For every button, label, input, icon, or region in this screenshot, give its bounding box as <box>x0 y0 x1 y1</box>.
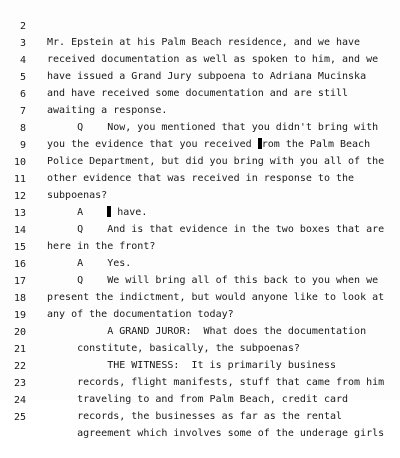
line-number: 6 <box>19 89 26 100</box>
line-text: records, the businesses as far as the rental <box>47 411 343 422</box>
line-text-after: rom the Palm Beach <box>261 139 371 150</box>
line-number: 10 <box>13 157 26 168</box>
line-number: 24 <box>13 395 26 406</box>
line-text: A GRAND JUROR: What does the documentation <box>47 326 367 337</box>
line-number: 19 <box>13 310 26 321</box>
line-number: 15 <box>13 242 26 253</box>
line-number: 12 <box>13 191 26 202</box>
line-text: records, flight manifests, stuff that came from him <box>47 377 385 388</box>
line-text: Q We will bring all of this back to you when we <box>47 275 379 286</box>
line-text: constitute, basically, the subpoenas? <box>47 343 300 354</box>
line-number: 4 <box>19 55 26 66</box>
line-text: awaiting a response. <box>47 105 168 116</box>
line-number: 5 <box>19 72 26 83</box>
line-text: THE WITNESS: It is primarily business <box>47 360 336 371</box>
line-text-before: you the evidence that you received <box>47 139 258 150</box>
line-number: 25 <box>13 412 26 423</box>
line-number: 3 <box>19 38 26 49</box>
line-text: traveling to and from Palm Beach, credit card <box>47 394 349 405</box>
line-text: and have received some documentation and are still <box>47 88 349 99</box>
line-number: 11 <box>13 174 26 185</box>
line-text: any of the documentation today? <box>47 309 234 320</box>
line-number: 16 <box>13 259 26 270</box>
line-text: here in the front? <box>47 241 156 252</box>
line-text: subpoenas? <box>47 190 108 201</box>
line-text: received documentation as well as spoken to him, and we <box>47 54 379 65</box>
line-number: 21 <box>13 344 26 355</box>
line-text: Police Department, but did you bring with you all of the <box>47 156 385 167</box>
transcript-line <box>0 3 400 48</box>
line-number: 7 <box>19 106 26 117</box>
line-text-after: have. <box>111 207 148 218</box>
line-number: 14 <box>13 225 26 236</box>
line-number: 2 <box>19 21 26 32</box>
line-number: 22 <box>13 361 26 372</box>
line-text: A Yes. <box>47 258 132 269</box>
line-text: present the indictment, but would anyone like to look at <box>47 292 385 303</box>
line-number: 17 <box>13 276 26 287</box>
line-number: 23 <box>13 378 26 389</box>
line-number: 20 <box>13 327 26 338</box>
line-text: have issued a Grand Jury subpoena to Adriana Mucinska <box>47 71 367 82</box>
line-text: Q And is that evidence in the two boxes that are <box>47 224 385 235</box>
line-number: 18 <box>13 293 26 304</box>
line-text: agreement which involves some of the underage girls <box>47 428 385 439</box>
line-text: Mr. Epstein at his Palm Beach residence, and we have <box>47 37 361 48</box>
line-number: 8 <box>19 123 26 134</box>
line-number: 9 <box>19 140 26 151</box>
line-number: 13 <box>13 208 26 219</box>
line-text: Q Now, you mentioned that you didn't bring with <box>47 122 379 133</box>
line-text: other evidence that was received in response to the <box>47 173 355 184</box>
line-text-before: A <box>47 207 108 218</box>
